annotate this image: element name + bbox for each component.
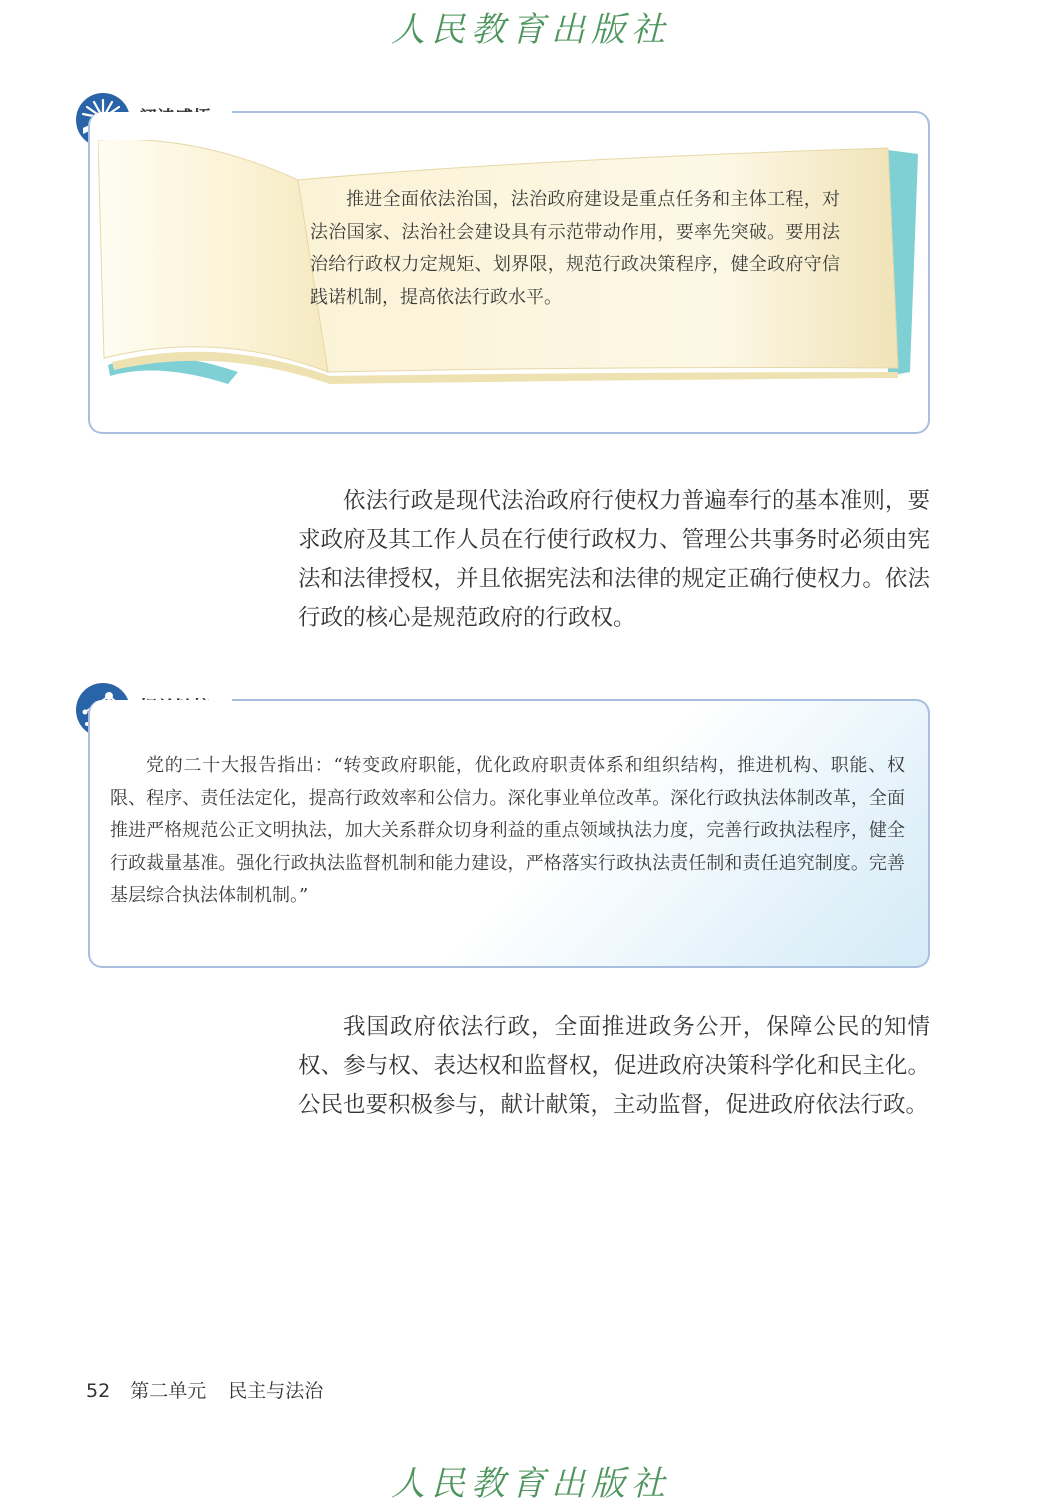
page-footer xyxy=(86,1376,323,1403)
publisher-watermark-top: 人民教育出版社 xyxy=(391,10,671,50)
unit-title: 民主与法治 xyxy=(228,1380,324,1402)
publisher-watermark-bottom: 人民教育出版社 xyxy=(391,1464,671,1504)
body-paragraph-2: 我国政府依法行政，全面推进政务公开，保障公民的知情权、参与权、表达权和监督权，促进政府决策科学化和民主化。公民也要积极参与，献计献策，主动监督，促进政府依法行政。 xyxy=(298,1014,930,1118)
body-paragraph-1: 依法行政是现代法治政府行使权力普遍奉行的基本准则，要求政府及其工作人员在行使行政权力、管理公共事务时必须由宪法和法律授权，并且依据宪法和法律的规定正确行使权力。依法行政的核心是规范政府的行政权。 xyxy=(298,488,930,631)
page-number: 52 xyxy=(86,1380,111,1402)
unit-label: 第二单元 xyxy=(130,1380,207,1402)
reading-quote xyxy=(310,184,840,314)
reading-quote-text: 推进全面依法治国，法治政府建设是重点任务和主体工程，对法治国家、法治社会建设具有示范带动作用，要率先突破。要用法治给行政权力定规矩、划界限，规范行政决策程序，健全政府守信践诺机制，提高依法行政水平。 xyxy=(310,189,840,308)
link-box-corner xyxy=(900,699,930,729)
link-box-top-border xyxy=(232,699,914,701)
reading-box-corner xyxy=(900,111,930,141)
link-quote-text: 党的二十大报告指出：“转变政府职能，优化政府职责体系和组织结构，推进机构、职能、权限、程序、责任法定化，提高行政效率和公信力。深化事业单位改革。深化行政执法体制改革，全面推进严格规范公正文明执法，加大关系群众切身利益的重点领域执法力度，完善行政执法程序，健全行政裁量基准。强化行政执法监督机制和能力建设，严格落实行政执法责任制和责任追究制度。完善基层综合执法体制机制。” xyxy=(110,755,905,906)
reading-box-top-border xyxy=(232,111,914,113)
